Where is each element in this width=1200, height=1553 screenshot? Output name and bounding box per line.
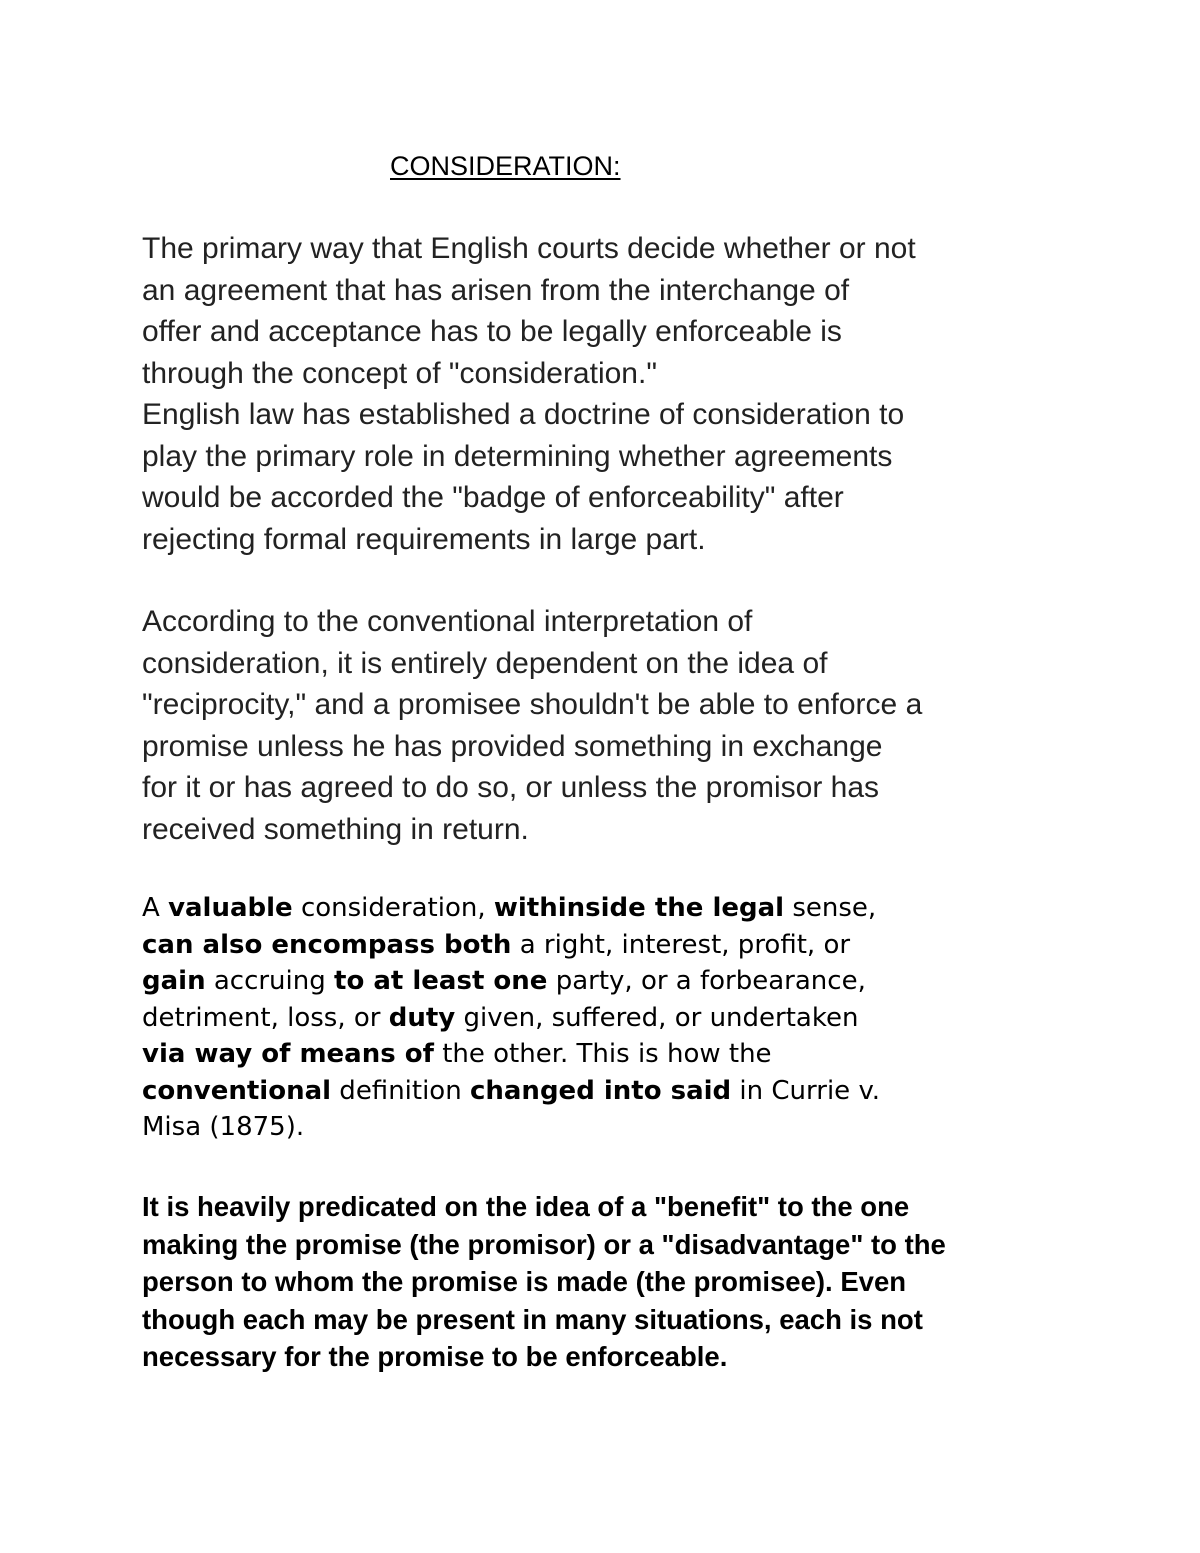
bold-text-run: valuable: [168, 893, 293, 923]
text-line: rejecting formal requirements in large part.: [142, 522, 706, 556]
bold-text-run: conventional: [142, 1075, 332, 1106]
text-run: sense,: [784, 893, 877, 923]
document-title: CONSIDERATION:: [390, 151, 621, 181]
text-run: given, suffered, or undertaken: [455, 1002, 859, 1033]
bold-text-run: gain: [142, 966, 206, 996]
text-line: consideration, it is entirely dependent on the idea of: [142, 646, 828, 680]
text-line: [142, 1000, 1082, 1037]
text-line: [142, 1109, 1082, 1146]
text-line: making the promise (the promisor) or a "disadvantage" to the: [142, 1228, 946, 1260]
text-line: [142, 963, 1082, 1000]
text-run: party, or a forbearance,: [547, 966, 866, 996]
text-line: an agreement that has arisen from the interchange of: [142, 273, 850, 307]
bold-text-run: duty: [388, 1002, 456, 1033]
bold-text-run: can also encompass both: [142, 929, 512, 960]
text-run: in Currie v.: [731, 1075, 881, 1106]
text-run: detriment, loss, or: [142, 1002, 389, 1033]
paragraph-reciprocity: [142, 601, 1082, 850]
text-line: [142, 1036, 1082, 1073]
text-run: the other. This is how the: [433, 1039, 772, 1069]
text-line: received something in return.: [142, 812, 529, 846]
text-line: The primary way that English courts decide whether or not: [142, 232, 916, 265]
text-run: consideration,: [292, 893, 494, 923]
paragraph-benefit-detriment: [142, 1188, 1082, 1376]
text-line: through the concept of "consideration.": [142, 356, 657, 390]
text-line: would be accorded the "badge of enforceability" after: [142, 481, 844, 514]
text-line: "reciprocity," and a promisee shouldn't be able to enforce a: [142, 688, 923, 721]
text-line: necessary for the promise to be enforceable.: [142, 1341, 728, 1372]
text-line: promise unless he has provided something in exchange: [142, 729, 883, 763]
text-run: Misa (1875).: [142, 1112, 305, 1142]
text-line: person to whom the promise is made (the promisee). Even: [142, 1266, 907, 1297]
text-line: for it or has agreed to do so, or unless the promisor has: [142, 771, 880, 804]
text-line: [142, 927, 1082, 964]
text-line: According to the conventional interpretation of: [142, 605, 753, 638]
text-line: [142, 1073, 1082, 1110]
text-line: offer and acceptance has to be legally enforceable is: [142, 315, 842, 348]
text-run: definition: [331, 1075, 470, 1106]
text-run: a right, interest, profit, or: [511, 929, 851, 960]
text-line: play the primary role in determining whether agreements: [142, 439, 893, 473]
text-run: A: [142, 893, 169, 923]
text-line: English law has established a doctrine of consideration to: [142, 398, 905, 431]
text-line: though each may be present in many situations, each is not: [142, 1303, 923, 1335]
text-line: [142, 890, 1082, 927]
bold-text-run: withinside the legal: [493, 893, 785, 923]
bold-text-run: via way of means of: [142, 1039, 434, 1069]
bold-text-run: to at least one: [334, 966, 548, 996]
text-line: It is heavily predicated on the idea of a "benefit" to the one: [142, 1191, 910, 1222]
text-run: accruing: [205, 966, 335, 996]
paragraph-valuable-consideration: [142, 890, 1082, 1146]
paragraph-consideration-intro: [142, 228, 1082, 560]
bold-text-run: changed into said: [469, 1075, 732, 1106]
